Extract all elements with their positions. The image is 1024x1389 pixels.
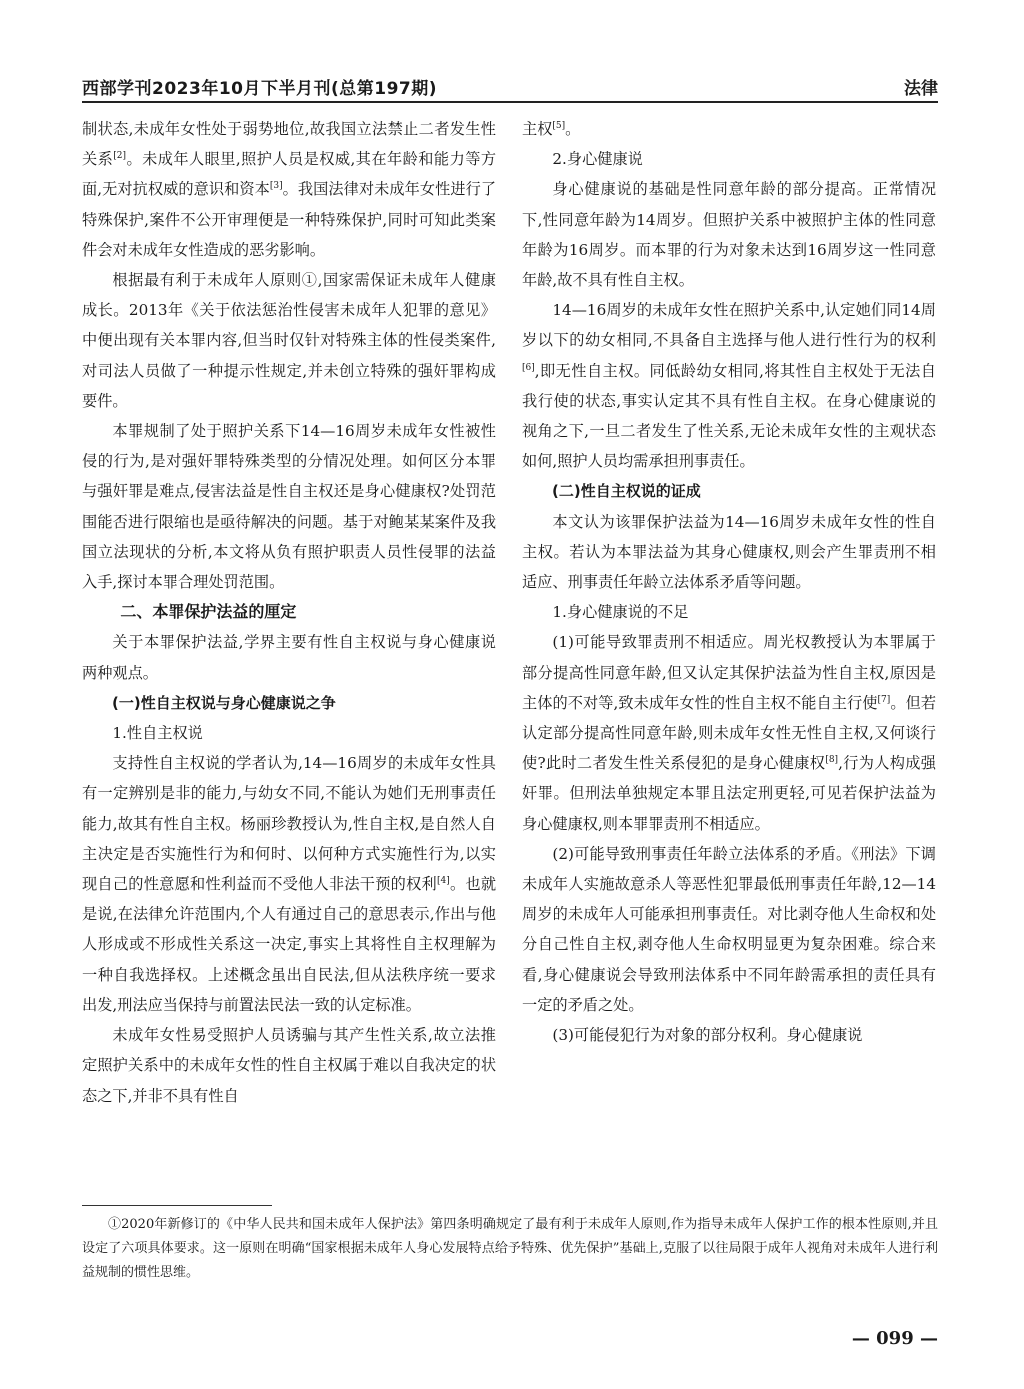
- paragraph: 身心健康说的基础是性同意年龄的部分提高。正常情况下,性同意年龄为14周岁。但照护关系中被照护主体的性同意年龄为16周岁。而本罪的行为对象未达到16周岁这一性同意年龄,故不具有性自主权。: [522, 180, 936, 290]
- section-label: 法律: [904, 79, 938, 99]
- page-number: — 099 —: [851, 1328, 938, 1349]
- citation[interactable]: [6]: [522, 362, 535, 373]
- paragraph: 本文认为该罪保护法益为14—16周岁未成年女性的性自主权。若认为本罪法益为其身心健康权,则会产生罪责刑不相适应、刑事责任年龄立法体系矛盾等问题。: [522, 512, 936, 592]
- paragraph: 主权[5]。: [522, 120, 581, 138]
- footnote-rule: [82, 1205, 272, 1206]
- paragraph: 根据最有利于未成年人原则①,国家需保证未成年人健康成长。2013年《关于依法惩治性侵害未成年人犯罪的意见》中便出现有关本罪内容,但当时仅针对特殊主体的性侵类案件,对司法人员做了一种提示性规定,并未创立特殊的强奸罪构成要件。: [82, 271, 496, 410]
- paragraph: 本罪规制了处于照护关系下14—16周岁未成年女性被性侵的行为,是对强奸罪特殊类型的分情况处理。如何区分本罪与强奸罪是难点,侵害法益是性自主权还是身心健康权?处罚范围能否进行限缩也是亟待解决的问题。基于对鲍某某案件及我国立法现状的分析,本文将从负有照护职责人员性侵罪的法益入手,探讨本罪合理处罚范围。: [82, 422, 496, 592]
- footnote: ①2020年新修订的《中华人民共和国未成年人保护法》第四条明确规定了最有利于未成年人原则,作为指导未成年人保护工作的根本性原则,并且设定了六项具体要求。这一原则在明确“国家根据未成年人身心发展特点给予特殊、优先保护”基础上,克服了以往局限于成年人视角对未成年人进行利益规制的惯性思维。: [82, 1217, 938, 1280]
- paragraph: 支持性自主权说的学者认为,14—16周岁的未成年女性具有一定辨别是非的能力,与幼女不同,不能认为她们无刑事责任能力,故其有性自主权。杨丽珍教授认为,性自主权,是自然人自主决定是否实施性行为和何时、以何种方式实施性行为,以实现自己的性意愿和性利益而不受他人非法干预的权利[4]。也就是说,在法律允许范围内,个人有通过自己的意思表示,作出与他人形成或不形成性关系这一决定,事实上其将性自主权理解为一种自我选择权。上述概念虽出自民法,但从法秩序统一要求出发,刑法应当保持与前置法民法一致的认定标准。: [82, 754, 497, 1014]
- sub-subsection-heading: 1.性自主权说: [112, 724, 203, 743]
- running-header: [82, 72, 938, 104]
- paragraph: 未成年女性易受照护人员诱骗与其产生性关系,故立法推定照护关系中的未成年女性的性自主权属于难以自我决定的状态之下,并非不具有性自: [82, 1026, 496, 1105]
- citation[interactable]: [7]: [877, 694, 891, 705]
- paragraph: (3)可能侵犯行为对象的部分权利。身心健康说: [552, 1026, 863, 1045]
- citation[interactable]: [3]: [269, 181, 283, 192]
- header-rule: [82, 101, 938, 103]
- citation[interactable]: [8]: [825, 755, 839, 766]
- citation[interactable]: [4]: [436, 876, 450, 887]
- paragraph: 关于本罪保护法益,学界主要有性自主权说与身心健康说两种观点。: [82, 633, 496, 682]
- right-column: [522, 114, 936, 1050]
- journal-title: 西部学刊2023年10月下半月刊(总第197期): [82, 79, 437, 99]
- subsection-heading: (二)性自主权说的证成: [552, 482, 701, 501]
- section-heading: 二、本罪保护法益的厘定: [120, 602, 297, 622]
- citation[interactable]: [2]: [113, 151, 127, 162]
- left-column: [82, 114, 496, 1111]
- paragraph: (1)可能导致罪责刑不相适应。周光权教授认为本罪属于部分提高性同意年龄,但又认定其保护法益为性自主权,原因是主体的不对等,致未成年女性的性自主权不能自主行使[7]。但若认定部分提高性同意年龄,则未成年女性无性自主权,又何谈行使?此时二者发生性关系侵犯的是身心健康权[8],行为人构成强奸罪。但刑法单独规定本罪且法定刑更轻,可见若保护法益为身心健康权,则本罪罪责刑不相适应。: [522, 633, 937, 833]
- citation[interactable]: [5]: [552, 121, 566, 131]
- subsection-heading: (一)性自主权说与身心健康说之争: [112, 693, 336, 712]
- paragraph: (2)可能导致刑事责任年龄立法体系的矛盾。《刑法》下调未成年人实施故意杀人等恶性犯罪最低刑事责任年龄,12—14周岁的未成年人可能承担刑事责任。对比剥夺他人生命权和处分自己性自主权,剥夺他人生命权明显更为复杂困难。综合来看,身心健康说会导致刑法体系中不同年龄需承担的责任具有一定的矛盾之处。: [522, 844, 936, 1014]
- sub-subsection-heading: 2.身心健康说: [552, 150, 643, 169]
- sub-subsection-heading: 1.身心健康说的不足: [552, 603, 689, 622]
- paragraph: 制状态,未成年女性处于弱势地位,故我国立法禁止二者发生性关系[2]。未成年人眼里,照护人员是权威,其在年龄和能力等方面,无对抗权威的意识和资本[3]。我国法律对未成年女性进行了特殊保护,案件不公开审理便是一种特殊保护,同时可知此类案件会对未成年女性造成的恶劣影响。: [82, 120, 497, 259]
- paragraph: 14—16周岁的未成年女性在照护关系中,认定她们同14周岁以下的幼女相同,不具备自主选择与他人进行性行为的权利[6],即无性自主权。同低龄幼女相同,将其性自主权处于无法自我行使的状态,事实认定其不具有性自主权。在身心健康说的视角之下,一旦二者发生了性关系,无论未成年女性的主观状态如何,照护人员均需承担刑事责任。: [522, 301, 936, 471]
